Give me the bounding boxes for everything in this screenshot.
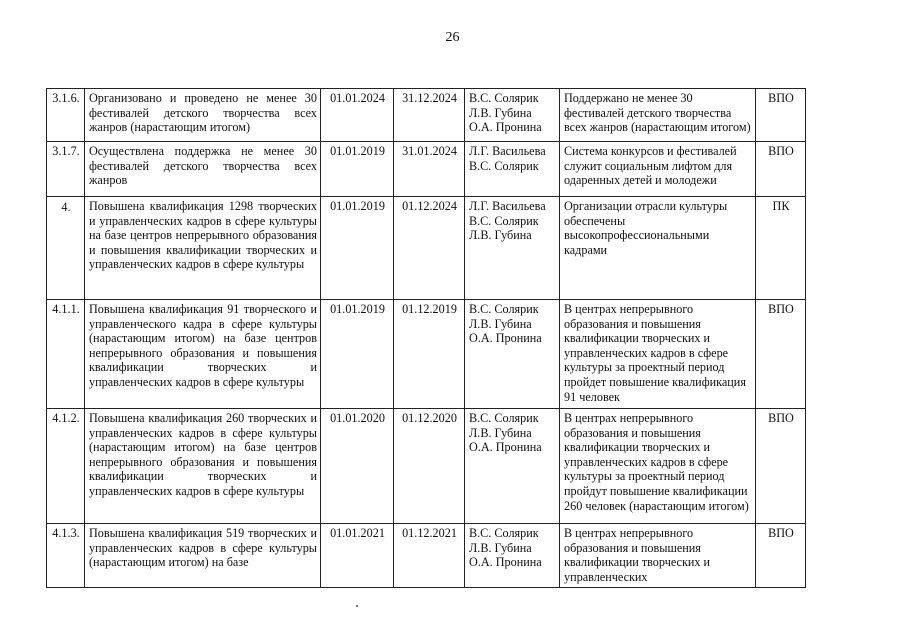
page-number: 26 [445, 30, 460, 45]
table-row [47, 89, 806, 142]
start-date: 01.01.2019 [321, 300, 394, 409]
task-description: Повышена квалификация 260 творческих и управленческих кадров в сфере культуры (нарастающим итогом) на базе центров непрерывного образования и повышения квалификации творческих и управленческих кадров в сфере культуры [85, 409, 321, 524]
result-description: Система конкурсов и фестивалей служит социальным лифтом для одаренных детей и молодежи [560, 142, 756, 197]
responsible-people [465, 524, 560, 588]
responsible-person: Л.Г. Васильева [469, 144, 546, 158]
responsible-person: О.А. Пронина [469, 555, 542, 570]
table-row [47, 197, 806, 300]
task-description: Повышена квалификация 91 творческого и управленческого кадра в сфере культуры (нарастающим итогом) на базе центров непрерывного образования и повышения квалификации творческих и управленческих кадров в сфере культуры [85, 300, 321, 409]
row-number: 4.1.3. [47, 524, 85, 588]
responsible-person: Л.В. Губина [469, 540, 532, 555]
end-date: 31.12.2024 [394, 89, 465, 142]
responsible-person: Л.В. Губина [469, 425, 532, 440]
responsible-person: О.А. Пронина [469, 120, 542, 135]
result-description: Организации отрасли культуры обеспечены высокопрофессиональными кадрами [560, 197, 756, 300]
row-number: 4. [47, 197, 85, 300]
task-description: Организовано и проведено не менее 30 фестивалей детского творчества всех жанров (нарастающим итогом) [85, 89, 321, 142]
table-row [47, 142, 806, 197]
responsible-person: В.С. Солярик [469, 91, 539, 105]
table-row [47, 300, 806, 409]
responsible-person: Л.Г. Васильева [469, 199, 546, 213]
responsible-person: В.С. Солярик [469, 411, 539, 425]
responsible-person: В.С. Солярик [469, 213, 539, 228]
responsible-person: В.С. Солярик [469, 158, 539, 173]
responsible-people [465, 142, 560, 197]
result-type: ВПО [756, 300, 806, 409]
table-row [47, 409, 806, 524]
row-number: 4.1.2. [47, 409, 85, 524]
end-date: 31.01.2024 [394, 142, 465, 197]
start-date: 01.01.2024 [321, 89, 394, 142]
start-date: 01.01.2019 [321, 197, 394, 300]
responsible-person: Л.В. Губина [469, 228, 532, 243]
responsible-person: В.С. Солярик [469, 526, 539, 540]
result-description: В центрах непрерывного образования и повышения квалификации творческих и управленческих кадров в сфере культуры за проектный период пройдет повышение квалификация 91 человек [560, 300, 756, 409]
result-description: В центрах непрерывного образования и повышения квалификации творческих и управленческих [560, 524, 756, 588]
task-description: Повышена квалификация 519 творческих и управленческих кадров в сфере культуры (нарастающим итогом) на базе [85, 524, 321, 588]
responsible-people [465, 300, 560, 409]
start-date: 01.01.2019 [321, 142, 394, 197]
result-type: ВПО [756, 409, 806, 524]
task-description: Осуществлена поддержка не менее 30 фестивалей детского творчества всех жанров [85, 142, 321, 197]
end-date: 01.12.2019 [394, 300, 465, 409]
result-description: Поддержано не менее 30 фестивалей детского творчества всех жанров (нарастающим итогом) [560, 89, 756, 142]
start-date: 01.01.2020 [321, 409, 394, 524]
result-type: ВПО [756, 89, 806, 142]
responsible-people [465, 197, 560, 300]
responsible-people [465, 89, 560, 142]
plan-table [46, 88, 806, 588]
table-row [47, 524, 806, 588]
row-number: 4.1.1. [47, 300, 85, 409]
row-number: 3.1.7. [47, 142, 85, 197]
responsible-person: О.А. Пронина [469, 440, 542, 455]
end-date: 01.12.2020 [394, 409, 465, 524]
result-type: ВПО [756, 142, 806, 197]
responsible-person: О.А. Пронина [469, 331, 542, 346]
responsible-person: В.С. Солярик [469, 302, 539, 316]
task-description: Повышена квалификация 1298 творческих и управленческих кадров в сфере культуры на базе центров непрерывного образования и повышения квалификации творческих и управленческих кадров в сфере культуры [85, 197, 321, 300]
end-date: 01.12.2021 [394, 524, 465, 588]
row-number: 3.1.6. [47, 89, 85, 142]
responsible-people [465, 409, 560, 524]
responsible-person: Л.В. Губина [469, 105, 532, 120]
result-description: В центрах непрерывного образования и повышения квалификации творческих и управленческих кадров в сфере культуры за проектный период пройдут повышение квалификации 260 человек (нарастающим итогом) [560, 409, 756, 524]
result-type: ВПО [756, 524, 806, 588]
end-date: 01.12.2024 [394, 197, 465, 300]
result-type: ПК [756, 197, 806, 300]
responsible-person: Л.В. Губина [469, 316, 532, 331]
start-date: 01.01.2021 [321, 524, 394, 588]
scan-speck [356, 605, 358, 607]
